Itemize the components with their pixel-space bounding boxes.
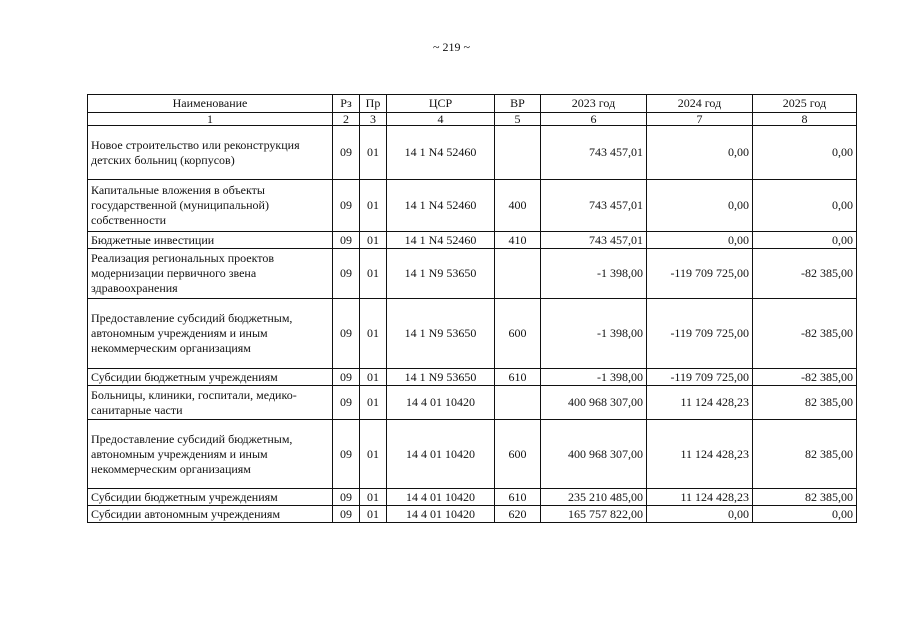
row-2024: -119 709 725,00 — [647, 299, 753, 369]
table-row — [88, 420, 857, 489]
row-pr: 01 — [360, 386, 387, 420]
header-csr: ЦСР — [387, 95, 495, 113]
row-2025: 82 385,00 — [753, 420, 857, 489]
row-2023: 743 457,01 — [541, 180, 647, 232]
row-2024: 0,00 — [647, 506, 753, 523]
row-2024: 0,00 — [647, 126, 753, 180]
column-number: 3 — [360, 113, 387, 126]
table-row — [88, 249, 857, 299]
header-rz: Рз — [333, 95, 360, 113]
column-number: 8 — [753, 113, 857, 126]
row-rz: 09 — [333, 369, 360, 386]
column-number: 4 — [387, 113, 495, 126]
column-number: 5 — [495, 113, 541, 126]
row-csr: 14 1 N4 52460 — [387, 180, 495, 232]
column-number: 7 — [647, 113, 753, 126]
header-name: Наименование — [88, 95, 333, 113]
row-name: Реализация региональных проектов модернизации первичного звена здравоохранения — [88, 249, 333, 299]
header-2025: 2025 год — [753, 95, 857, 113]
row-2023: 743 457,01 — [541, 126, 647, 180]
row-2024: 0,00 — [647, 232, 753, 249]
row-vr — [495, 249, 541, 299]
row-vr — [495, 126, 541, 180]
row-2025: 0,00 — [753, 126, 857, 180]
row-pr: 01 — [360, 506, 387, 523]
row-csr: 14 4 01 10420 — [387, 386, 495, 420]
row-2023: 165 757 822,00 — [541, 506, 647, 523]
row-name: Бюджетные инвестиции — [88, 232, 333, 249]
table-row — [88, 506, 857, 523]
row-2024: 11 124 428,23 — [647, 386, 753, 420]
row-2025: -82 385,00 — [753, 369, 857, 386]
row-vr: 600 — [495, 420, 541, 489]
row-vr: 610 — [495, 369, 541, 386]
table-row — [88, 386, 857, 420]
table-row — [88, 180, 857, 232]
row-name: Капитальные вложения в объекты государственной (муниципальной) собственности — [88, 180, 333, 232]
row-2023: -1 398,00 — [541, 299, 647, 369]
row-csr: 14 4 01 10420 — [387, 506, 495, 523]
row-2024: 11 124 428,23 — [647, 420, 753, 489]
table-row — [88, 489, 857, 506]
row-csr: 14 1 N4 52460 — [387, 232, 495, 249]
row-2025: 0,00 — [753, 506, 857, 523]
row-pr: 01 — [360, 489, 387, 506]
column-number-row — [88, 113, 857, 126]
row-2025: 0,00 — [753, 180, 857, 232]
row-pr: 01 — [360, 232, 387, 249]
header-2023: 2023 год — [541, 95, 647, 113]
row-name: Больницы, клиники, госпитали, медико-санитарные части — [88, 386, 333, 420]
row-rz: 09 — [333, 386, 360, 420]
row-name: Субсидии бюджетным учреждениям — [88, 369, 333, 386]
row-csr: 14 1 N9 53650 — [387, 299, 495, 369]
row-rz: 09 — [333, 232, 360, 249]
row-vr: 610 — [495, 489, 541, 506]
row-pr: 01 — [360, 126, 387, 180]
row-2024: 11 124 428,23 — [647, 489, 753, 506]
row-vr: 400 — [495, 180, 541, 232]
row-pr: 01 — [360, 299, 387, 369]
row-csr: 14 4 01 10420 — [387, 489, 495, 506]
header-vr: ВР — [495, 95, 541, 113]
row-2025: 82 385,00 — [753, 489, 857, 506]
row-csr: 14 1 N4 52460 — [387, 126, 495, 180]
row-csr: 14 1 N9 53650 — [387, 369, 495, 386]
row-csr: 14 4 01 10420 — [387, 420, 495, 489]
row-vr: 600 — [495, 299, 541, 369]
header-2024: 2024 год — [647, 95, 753, 113]
row-2023: -1 398,00 — [541, 369, 647, 386]
row-vr: 410 — [495, 232, 541, 249]
row-name: Субсидии автономным учреждениям — [88, 506, 333, 523]
column-number: 1 — [88, 113, 333, 126]
row-rz: 09 — [333, 249, 360, 299]
header-row — [88, 95, 857, 113]
row-name: Предоставление субсидий бюджетным, автономным учреждениям и иным некоммерческим организациям — [88, 299, 333, 369]
row-2025: 82 385,00 — [753, 386, 857, 420]
column-number: 2 — [333, 113, 360, 126]
row-2023: -1 398,00 — [541, 249, 647, 299]
row-rz: 09 — [333, 420, 360, 489]
row-rz: 09 — [333, 126, 360, 180]
budget-table — [87, 94, 857, 523]
row-pr: 01 — [360, 420, 387, 489]
row-2025: -82 385,00 — [753, 249, 857, 299]
row-vr — [495, 386, 541, 420]
row-2023: 235 210 485,00 — [541, 489, 647, 506]
table-row — [88, 126, 857, 180]
row-2023: 743 457,01 — [541, 232, 647, 249]
row-name: Субсидии бюджетным учреждениям — [88, 489, 333, 506]
row-rz: 09 — [333, 299, 360, 369]
row-csr: 14 1 N9 53650 — [387, 249, 495, 299]
row-rz: 09 — [333, 180, 360, 232]
column-number: 6 — [541, 113, 647, 126]
row-2024: -119 709 725,00 — [647, 249, 753, 299]
row-pr: 01 — [360, 249, 387, 299]
header-pr: Пр — [360, 95, 387, 113]
table-row — [88, 369, 857, 386]
row-rz: 09 — [333, 506, 360, 523]
table-row — [88, 299, 857, 369]
row-name: Предоставление субсидий бюджетным, автономным учреждениям и иным некоммерческим организациям — [88, 420, 333, 489]
row-name: Новое строительство или реконструкция детских больниц (корпусов) — [88, 126, 333, 180]
row-rz: 09 — [333, 489, 360, 506]
row-2023: 400 968 307,00 — [541, 420, 647, 489]
row-2024: 0,00 — [647, 180, 753, 232]
table-row — [88, 232, 857, 249]
row-2024: -119 709 725,00 — [647, 369, 753, 386]
row-pr: 01 — [360, 180, 387, 232]
row-2025: 0,00 — [753, 232, 857, 249]
row-vr: 620 — [495, 506, 541, 523]
row-2025: -82 385,00 — [753, 299, 857, 369]
row-pr: 01 — [360, 369, 387, 386]
page-number: ~ 219 ~ — [433, 40, 470, 54]
row-2023: 400 968 307,00 — [541, 386, 647, 420]
